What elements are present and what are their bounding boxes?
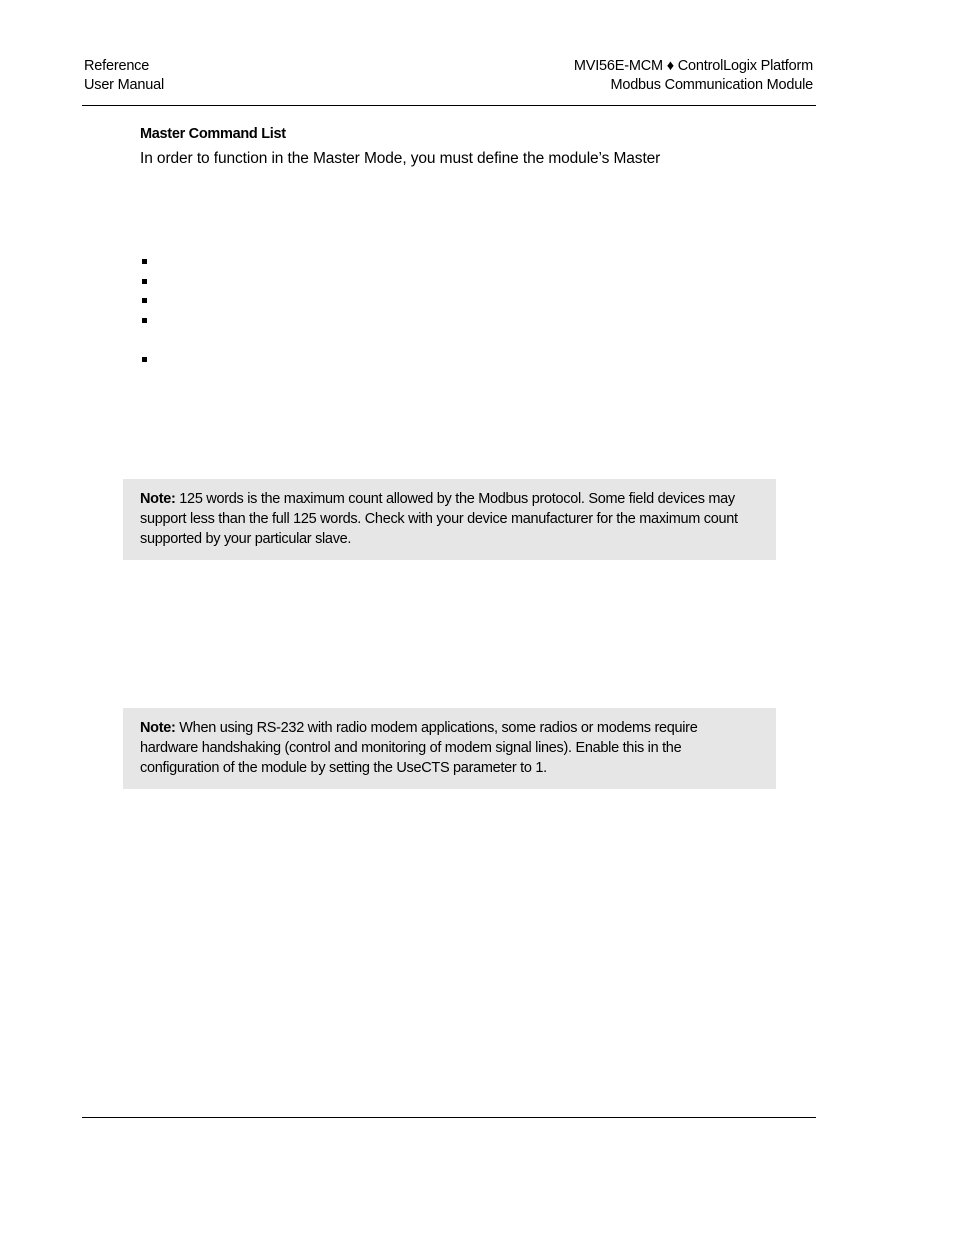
header-product-title: MVI56E-MCM ♦ ControlLogix Platform xyxy=(573,58,813,74)
header-product-subtitle: Modbus Communication Module xyxy=(610,77,813,93)
section-heading: Master Command List xyxy=(140,126,286,142)
note-label: Note: xyxy=(140,491,176,507)
note-label: Note: xyxy=(140,720,176,736)
header-section-label: Reference xyxy=(84,58,150,74)
list-bullet xyxy=(142,259,147,264)
note-box-max-count xyxy=(123,479,776,560)
header-divider xyxy=(82,105,816,106)
note-text: When using RS-232 with radio modem applications, some radios or modems require hardware handshaking (control and monitoring of modem signal lines). Enable this in the configuration of the module by setting the UseCTS parameter to 1. xyxy=(140,720,698,776)
list-bullet xyxy=(142,279,147,284)
intro-paragraph: In order to function in the Master Mode, you must define the module’s Master xyxy=(140,150,661,167)
header-document-type: User Manual xyxy=(84,77,164,93)
list-bullet xyxy=(142,298,147,303)
note-box-rs232 xyxy=(123,708,776,789)
list-bullet xyxy=(142,357,147,362)
list-bullet xyxy=(142,318,147,323)
note-text: 125 words is the maximum count allowed by the Modbus protocol. Some field devices may support less than the full 125 words. Check with your device manufacturer for the maximum count supported by your particular slave. xyxy=(140,491,738,547)
header-left xyxy=(84,57,164,95)
footer-divider xyxy=(82,1117,816,1118)
header-right xyxy=(574,57,813,95)
